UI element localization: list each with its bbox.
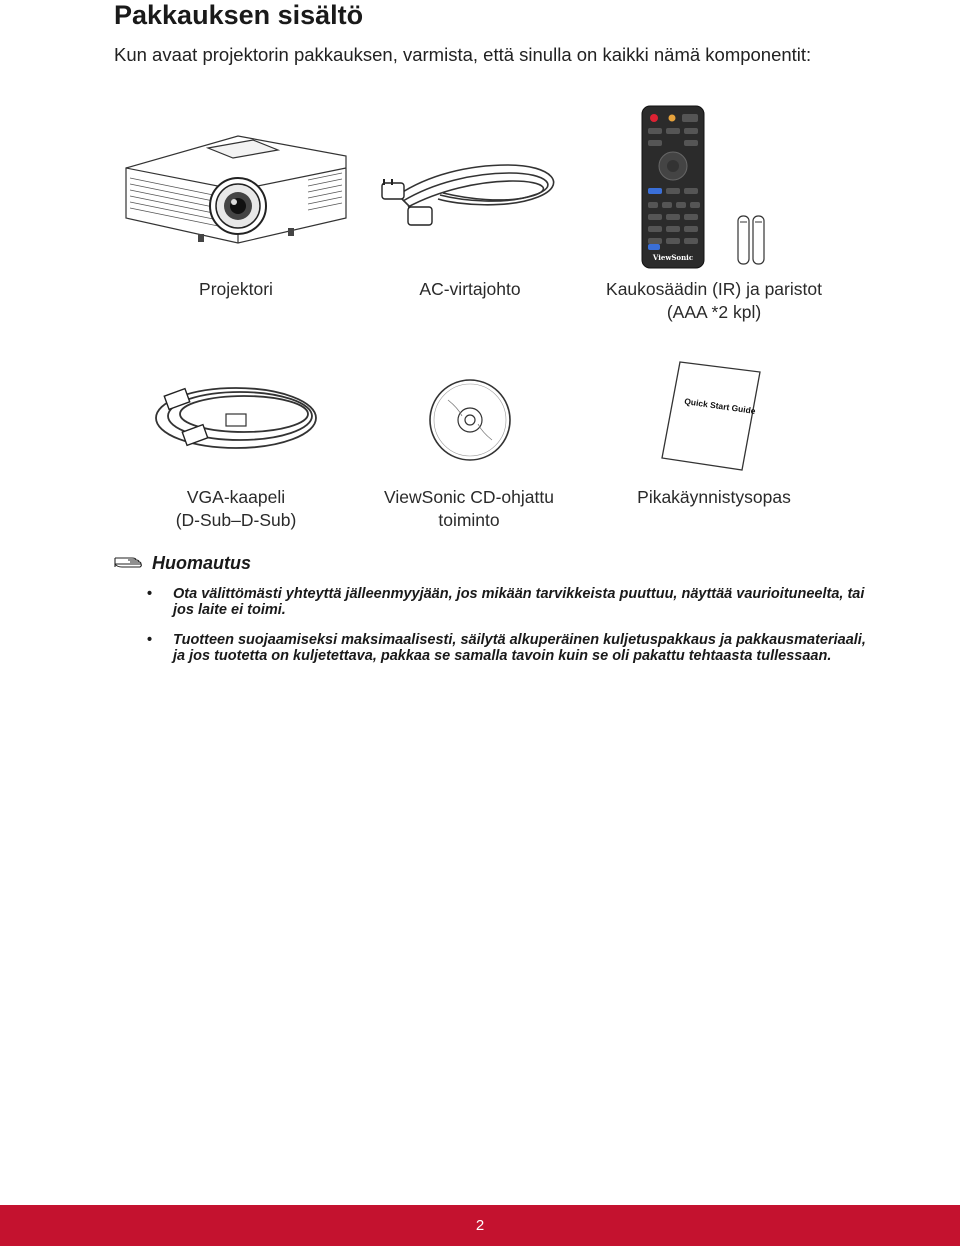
power-cord-illustration [378, 135, 578, 235]
quick-start-guide-illustration [660, 360, 764, 472]
vga-cable-illustration [148, 372, 324, 462]
projector-illustration [118, 128, 354, 246]
note-item: • Tuotteen suojaamiseksi maksimaalisesti, säilytä alkuperäinen kuljetuspakkaus ja pakkausmateriaali, ja jos tuotetta on kuljetettava, pakkaa se samalla tavoin kuin se oli pakattu tehtaasta tullessaan. [147, 632, 866, 664]
guide-title-label: Quick Start Guide [683, 396, 757, 416]
cd-illustration [428, 378, 512, 462]
pointing-hand-icon [114, 552, 144, 575]
intro-text: Kun avaat projektorin pakkauksen, varmista, että sinulla on kaikki nämä komponentit: [114, 44, 812, 65]
note-heading [114, 552, 251, 575]
note-list [147, 586, 867, 678]
caption-remote: Kaukosäädin (IR) ja paristot (AAA *2 kpl) [606, 279, 822, 322]
page-number: 2 [475, 1217, 485, 1234]
note-item: • Ota välittömästi yhteyttä jälleenmyyjään, jos mikään tarvikkeista puuttuu, näyttää vaurioituneelta, tai jos laite ei toimi. [147, 586, 865, 618]
note-label: Huomautus [152, 553, 251, 573]
caption-projector: Projektori [199, 279, 273, 299]
bullet-icon: • [147, 586, 153, 602]
caption-guide: Pikakäynnistysopas [637, 487, 791, 507]
bullet-icon: • [147, 632, 153, 648]
caption-cd: ViewSonic CD-ohjattu toiminto [384, 487, 554, 530]
remote-brand-label: ViewSonic [652, 253, 694, 262]
page-footer [0, 1205, 960, 1246]
caption-power-cord: AC-virtajohto [419, 279, 521, 299]
page-title: Pakkauksen sisältö [114, 0, 364, 30]
remote-control-illustration [640, 104, 770, 270]
caption-vga-cable: VGA-kaapeli (D-Sub–D-Sub) [175, 487, 297, 530]
